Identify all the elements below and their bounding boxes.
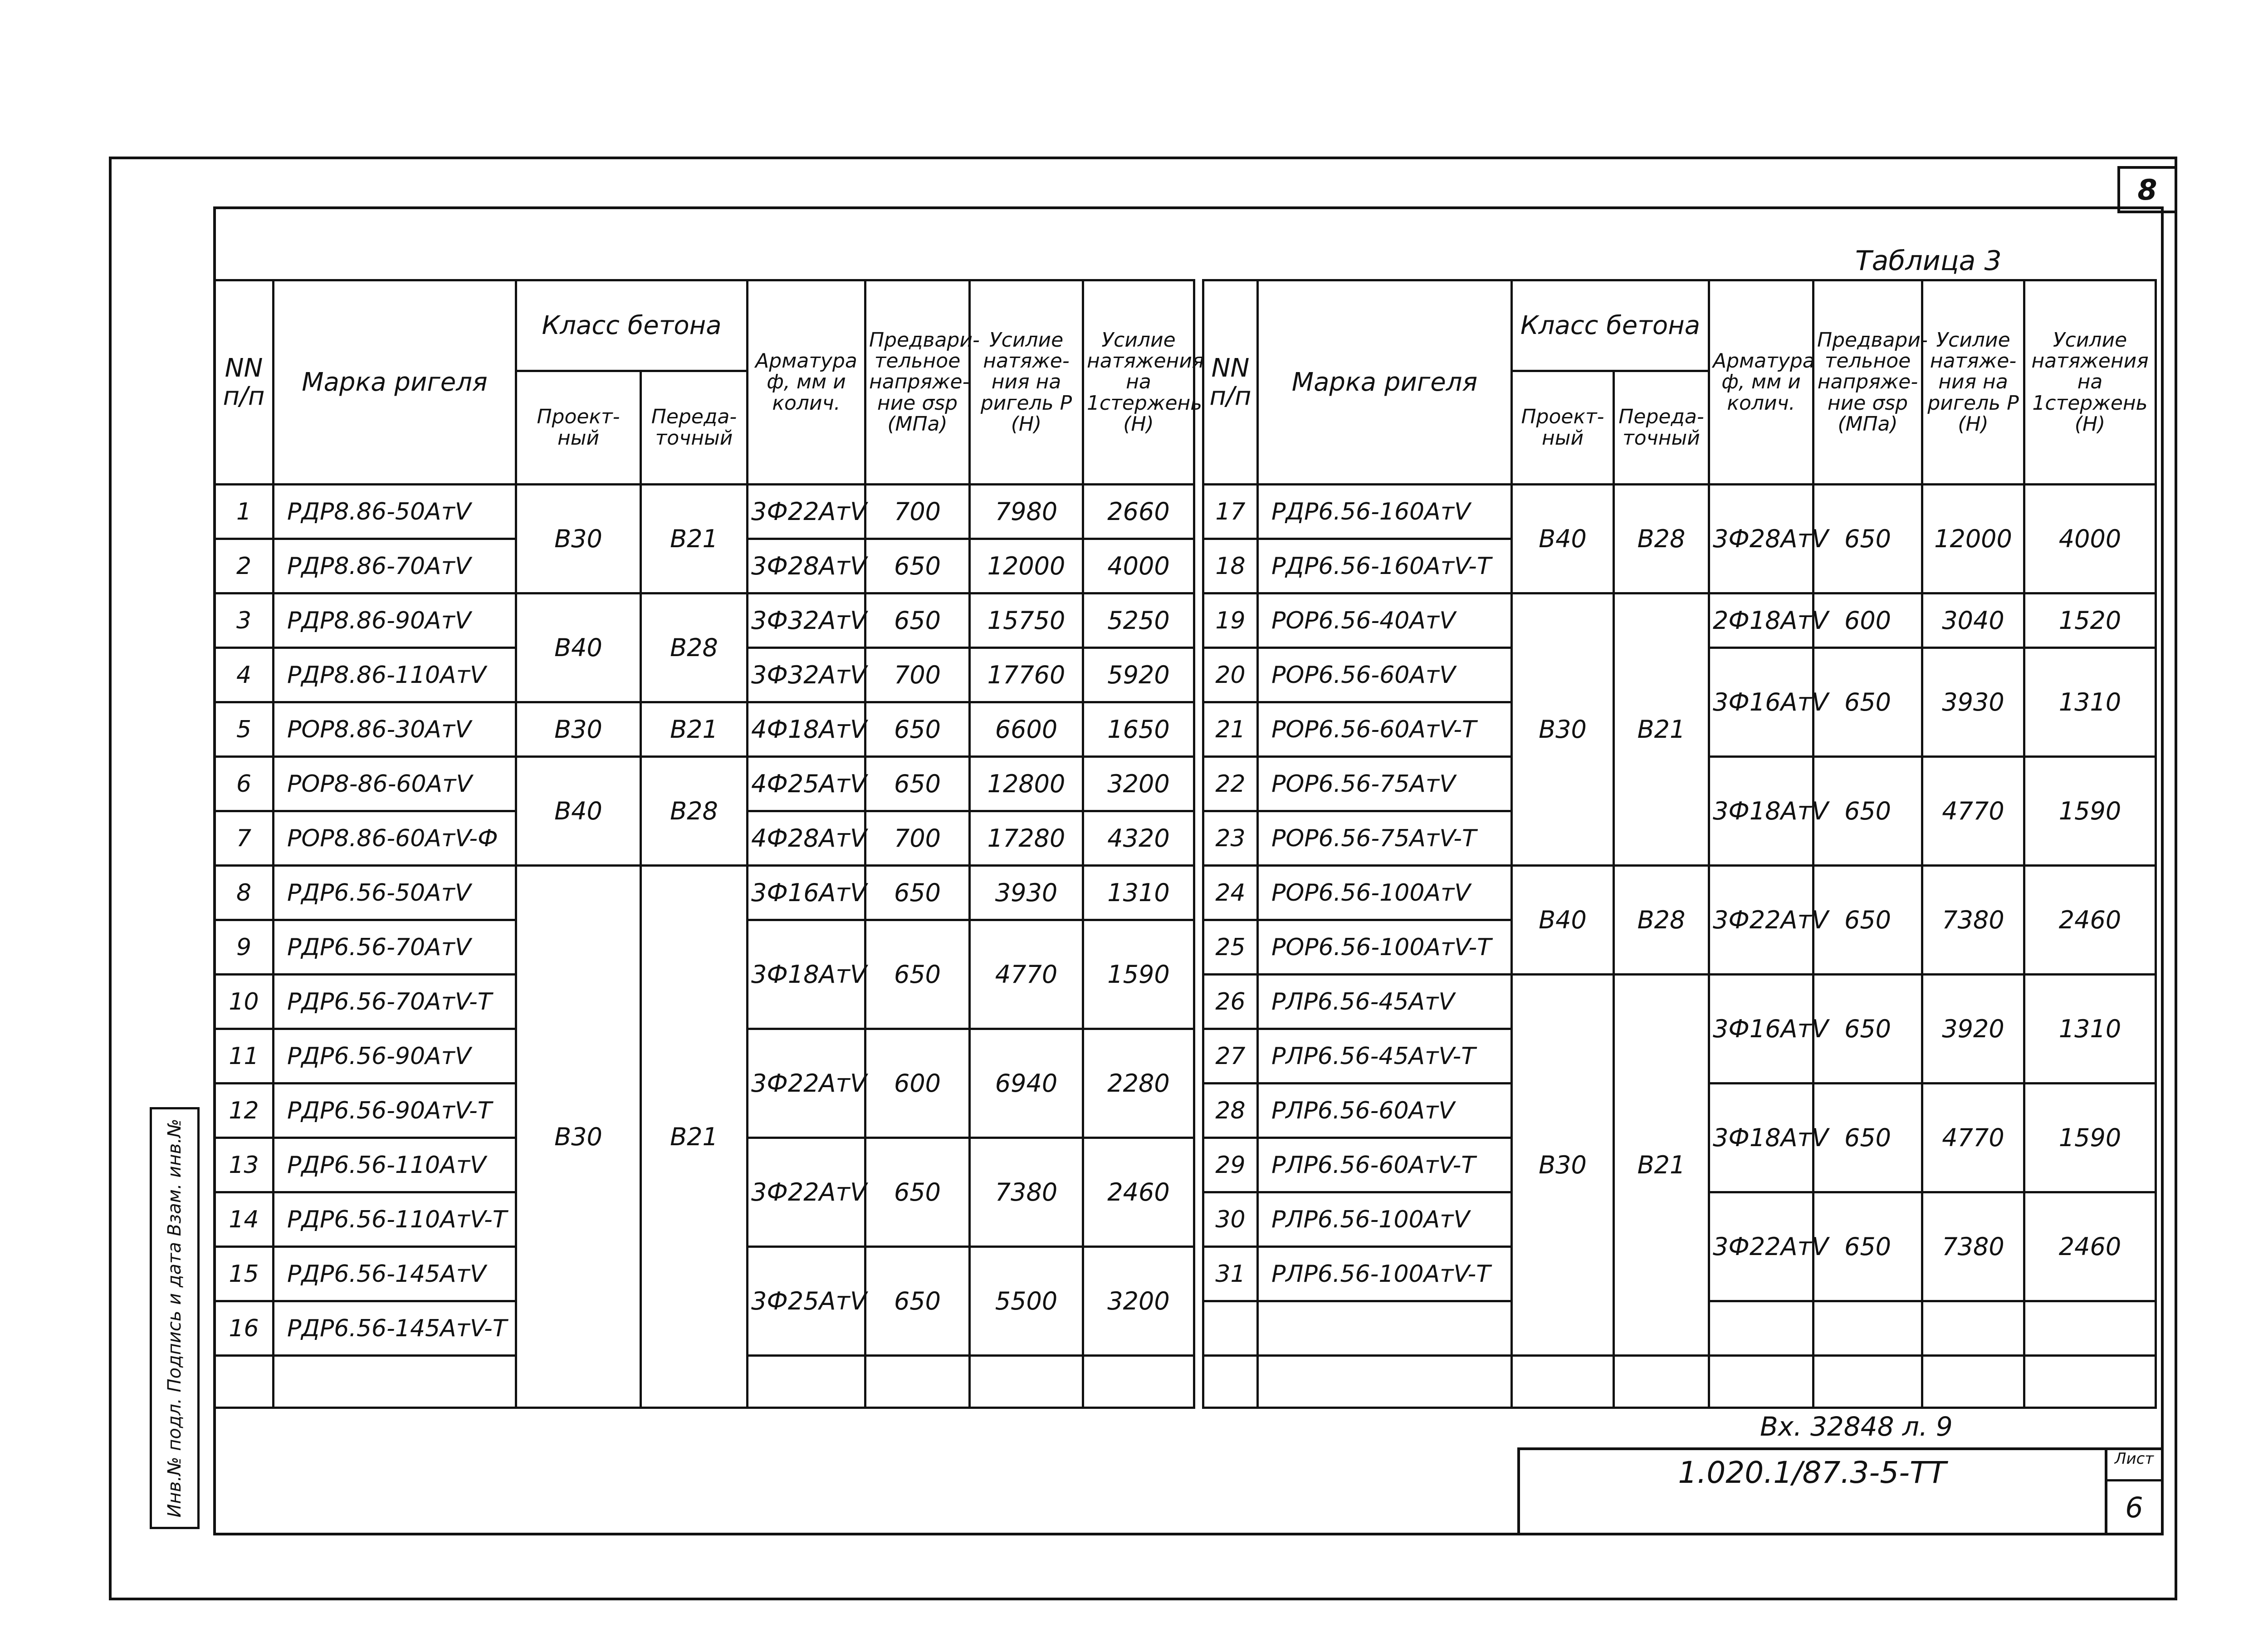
cell-bar: 2280 [1083, 1029, 1194, 1138]
cell-empty [215, 1356, 274, 1408]
cell-design: В30 [1512, 593, 1614, 866]
cell-mark: РДР8.86-90АтV [274, 593, 516, 648]
cell-bar: 1310 [1083, 866, 1194, 920]
cell-transfer: В21 [641, 702, 748, 757]
cell-reinf: 3Ф28АтV [748, 539, 865, 593]
cell-n: 1 [215, 485, 274, 539]
cell-bar: 1310 [2024, 975, 2156, 1084]
table-caption: Таблица 3 [1855, 245, 2002, 277]
cell-force: 4770 [1922, 757, 2024, 866]
top-page-number: 8 [2117, 166, 2177, 213]
cell-design: В30 [516, 485, 641, 593]
cell-reinf: 3Ф18АтV [1709, 1084, 1813, 1192]
cell-bar: 1650 [1083, 702, 1194, 757]
cell-force: 4770 [970, 920, 1083, 1029]
cell-transfer: В28 [641, 757, 748, 866]
cell-transfer: В21 [1614, 593, 1709, 866]
cell-force: 3040 [1922, 593, 2024, 648]
cell-mark: РЛР6.56-60АтV [1258, 1084, 1512, 1138]
header-prestress: Предвари-тельное напряже-ние σsp (МПа) [865, 280, 970, 485]
cell-empty [1512, 1356, 1614, 1408]
cell-mark: РОР6.56-60АтV-Т [1258, 702, 1512, 757]
cell-bar: 5920 [1083, 648, 1194, 702]
cell-empty [865, 1356, 970, 1408]
cell-empty [1203, 1301, 1258, 1356]
cell-transfer: В28 [1614, 485, 1709, 593]
cell-prestress: 650 [1813, 1084, 1922, 1192]
cell-prestress: 700 [865, 485, 970, 539]
cell-prestress: 650 [865, 702, 970, 757]
cell-prestress: 650 [865, 593, 970, 648]
table-right [1202, 279, 2155, 1398]
cell-bar: 2660 [1083, 485, 1194, 539]
cell-n: 22 [1203, 757, 1258, 811]
cell-force: 3930 [1922, 648, 2024, 757]
cell-reinf: 4Ф18АтV [748, 702, 865, 757]
cell-design: В40 [516, 593, 641, 702]
cell-mark: РОР6.56-75АтV [1258, 757, 1512, 811]
cell-n: 2 [215, 539, 274, 593]
cell-transfer: В21 [1614, 975, 1709, 1356]
document-code: 1.020.1/87.3-5-ТТ [1678, 1455, 1946, 1490]
header-concrete-class: Класс бетона [516, 280, 748, 371]
cell-mark: РДР6.56-110АтV-Т [274, 1192, 516, 1247]
cell-empty [1258, 1356, 1512, 1408]
cell-n: 8 [215, 866, 274, 920]
header-tension-force: Усилие натяже-ния на ригель P (Н) [1922, 280, 2024, 485]
cell-design: В30 [1512, 975, 1614, 1356]
cell-prestress: 650 [1813, 485, 1922, 593]
header-bar-force: Усилие натяжения на 1стержень (Н) [2024, 280, 2156, 485]
cell-n: 10 [215, 975, 274, 1029]
cell-mark: РДР8.86-70АтV [274, 539, 516, 593]
cell-mark: РДР6.56-50АтV [274, 866, 516, 920]
cell-prestress: 600 [865, 1029, 970, 1138]
cell-reinf: 3Ф18АтV [748, 920, 865, 1029]
cell-bar: 1590 [1083, 920, 1194, 1029]
cell-bar: 2460 [1083, 1138, 1194, 1247]
cell-force: 7380 [970, 1138, 1083, 1247]
cell-reinf: 3Ф32АтV [748, 648, 865, 702]
cell-force: 6940 [970, 1029, 1083, 1138]
cell-bar: 1310 [2024, 648, 2156, 757]
cell-bar: 4320 [1083, 811, 1194, 866]
cell-prestress: 650 [865, 757, 970, 811]
sheet-label: Лист [2107, 1450, 2161, 1481]
header-nn: NN п/п [215, 280, 274, 485]
cell-force: 15750 [970, 593, 1083, 648]
cell-mark: РДР6.56-160АтV-Т [1258, 539, 1512, 593]
cell-reinf: 3Ф32АтV [748, 593, 865, 648]
cell-prestress: 700 [865, 811, 970, 866]
cell-n: 21 [1203, 702, 1258, 757]
cell-transfer: В28 [1614, 866, 1709, 975]
cell-reinf: 3Ф22АтV [748, 485, 865, 539]
incoming-note: Вх. 32848 л. 9 [1760, 1411, 1953, 1442]
cell-n: 19 [1203, 593, 1258, 648]
cell-mark: РОР8-86-60АтV [274, 757, 516, 811]
cell-n: 20 [1203, 648, 1258, 702]
cell-empty [1922, 1356, 2024, 1408]
cell-design: В30 [516, 866, 641, 1408]
header-prestress: Предвари-тельное напряже-ние σsp (МПа) [1813, 280, 1922, 485]
cell-empty [970, 1356, 1083, 1408]
cell-force: 7380 [1922, 1192, 2024, 1301]
cell-design: В40 [516, 757, 641, 866]
cell-empty [1922, 1301, 2024, 1356]
cell-n: 5 [215, 702, 274, 757]
cell-reinf: 2Ф18АтV [1709, 593, 1813, 648]
cell-design: В40 [1512, 485, 1614, 593]
cell-mark: РОР6.56-100АтV [1258, 866, 1512, 920]
header-transfer: Переда-точный [1614, 371, 1709, 485]
cell-n: 18 [1203, 539, 1258, 593]
cell-transfer: В21 [641, 866, 748, 1408]
cell-empty [748, 1356, 865, 1408]
cell-reinf: 3Ф18АтV [1709, 757, 1813, 866]
cell-n: 23 [1203, 811, 1258, 866]
cell-bar: 4000 [2024, 485, 2156, 593]
header-mark: Марка ригеля [274, 280, 516, 485]
header-design: Проект-ный [516, 371, 641, 485]
cell-n: 24 [1203, 866, 1258, 920]
cell-reinf: 3Ф22АтV [1709, 1192, 1813, 1301]
cell-prestress: 650 [1813, 757, 1922, 866]
cell-force: 7380 [1922, 866, 2024, 975]
cell-bar: 2460 [2024, 866, 2156, 975]
cell-prestress: 650 [1813, 648, 1922, 757]
cell-mark: РОР6.56-100АтV-Т [1258, 920, 1512, 975]
header-nn: NN п/п [1203, 280, 1258, 485]
header-reinforcement: Арматура ф, мм и колич. [748, 280, 865, 485]
cell-empty [1083, 1356, 1194, 1408]
cell-reinf: 3Ф28АтV [1709, 485, 1813, 593]
cell-n: 25 [1203, 920, 1258, 975]
header-concrete-class: Класс бетона [1512, 280, 1709, 371]
cell-reinf: 4Ф28АтV [748, 811, 865, 866]
header-design: Проект-ный [1512, 371, 1614, 485]
cell-mark: РДР6.56-145АтV-Т [274, 1301, 516, 1356]
cell-mark: РОР6.56-40АтV [1258, 593, 1512, 648]
cell-n: 11 [215, 1029, 274, 1084]
cell-mark: РОР6.56-60АтV [1258, 648, 1512, 702]
cell-mark: РДР8.86-110АтV [274, 648, 516, 702]
cell-force: 3930 [970, 866, 1083, 920]
cell-bar: 3200 [1083, 1247, 1194, 1356]
cell-reinf: 3Ф16АтV [1709, 975, 1813, 1084]
cell-force: 6600 [970, 702, 1083, 757]
cell-empty [2024, 1301, 2156, 1356]
header-mark: Марка ригеля [1258, 280, 1512, 485]
cell-mark: РОР8.86-30АтV [274, 702, 516, 757]
cell-mark: РОР6.56-75АтV-Т [1258, 811, 1512, 866]
cell-mark: РДР6.56-70АтV [274, 920, 516, 975]
cell-empty [1614, 1356, 1709, 1408]
cell-mark: РЛР6.56-45АтV [1258, 975, 1512, 1029]
cell-reinf: 3Ф16АтV [748, 866, 865, 920]
cell-prestress: 650 [1813, 975, 1922, 1084]
cell-n: 27 [1203, 1029, 1258, 1084]
cell-bar: 3200 [1083, 757, 1194, 811]
cell-prestress: 650 [865, 1138, 970, 1247]
cell-transfer: В21 [641, 485, 748, 593]
cell-bar: 4000 [1083, 539, 1194, 593]
cell-design: В40 [1512, 866, 1614, 975]
cell-n: 17 [1203, 485, 1258, 539]
cell-force: 12800 [970, 757, 1083, 811]
cell-n: 16 [215, 1301, 274, 1356]
cell-n: 7 [215, 811, 274, 866]
header-bar-force: Усилие натяжения на 1стержень (Н) [1083, 280, 1194, 485]
cell-force: 4770 [1922, 1084, 2024, 1192]
cell-prestress: 650 [1813, 866, 1922, 975]
cell-mark: РДР6.56-110АтV [274, 1138, 516, 1192]
cell-empty [274, 1356, 516, 1408]
cell-force: 12000 [1922, 485, 2024, 593]
cell-empty [1813, 1301, 1922, 1356]
cell-n: 6 [215, 757, 274, 811]
header-tension-force: Усилие натяже-ния на ригель P (Н) [970, 280, 1083, 485]
cell-force: 5500 [970, 1247, 1083, 1356]
cell-prestress: 700 [865, 648, 970, 702]
cell-force: 3920 [1922, 975, 2024, 1084]
cell-n: 26 [1203, 975, 1258, 1029]
cell-empty [1258, 1301, 1512, 1356]
table-left [213, 279, 1204, 1398]
cell-mark: РОР8.86-60АтV-Ф [274, 811, 516, 866]
cell-empty [1709, 1301, 1813, 1356]
cell-transfer: В28 [641, 593, 748, 702]
cell-design: В30 [516, 702, 641, 757]
cell-bar: 1520 [2024, 593, 2156, 648]
cell-n: 15 [215, 1247, 274, 1301]
cell-prestress: 650 [1813, 1192, 1922, 1301]
cell-mark: РДР8.86-50АтV [274, 485, 516, 539]
cell-n: 28 [1203, 1084, 1258, 1138]
cell-empty [1813, 1356, 1922, 1408]
cell-mark: РЛР6.56-45АтV-Т [1258, 1029, 1512, 1084]
cell-empty [1203, 1356, 1258, 1408]
cell-reinf: 3Ф25АтV [748, 1247, 865, 1356]
cell-force: 17280 [970, 811, 1083, 866]
cell-n: 30 [1203, 1192, 1258, 1247]
cell-mark: РДР6.56-70АтV-Т [274, 975, 516, 1029]
cell-reinf: 3Ф22АтV [748, 1029, 865, 1138]
cell-bar: 1590 [2024, 757, 2156, 866]
cell-reinf: 3Ф22АтV [1709, 866, 1813, 975]
margin-stamp-text: Инв.№ подл. Подпись и дата Взам. инв.№ [164, 1118, 185, 1518]
cell-n: 3 [215, 593, 274, 648]
cell-prestress: 650 [865, 539, 970, 593]
cell-bar: 2460 [2024, 1192, 2156, 1301]
header-reinforcement: Арматура ф, мм и колич. [1709, 280, 1813, 485]
cell-mark: РЛР6.56-60АтV-Т [1258, 1138, 1512, 1192]
cell-empty [2024, 1356, 2156, 1408]
cell-n: 13 [215, 1138, 274, 1192]
cell-prestress: 650 [865, 920, 970, 1029]
header-transfer: Переда-точный [641, 371, 748, 485]
cell-n: 9 [215, 920, 274, 975]
cell-n: 31 [1203, 1247, 1258, 1301]
cell-bar: 5250 [1083, 593, 1194, 648]
cell-reinf: 3Ф16АтV [1709, 648, 1813, 757]
sheet-number: 6 [2125, 1491, 2143, 1524]
cell-mark: РЛР6.56-100АтV [1258, 1192, 1512, 1247]
cell-n: 4 [215, 648, 274, 702]
cell-bar: 1590 [2024, 1084, 2156, 1192]
cell-mark: РДР6.56-160АтV [1258, 485, 1512, 539]
cell-n: 12 [215, 1084, 274, 1138]
cell-mark: РДР6.56-145АтV [274, 1247, 516, 1301]
cell-force: 12000 [970, 539, 1083, 593]
cell-mark: РДР6.56-90АтV-Т [274, 1084, 516, 1138]
cell-mark: РЛР6.56-100АтV-Т [1258, 1247, 1512, 1301]
cell-prestress: 650 [865, 866, 970, 920]
cell-empty [1709, 1356, 1813, 1408]
cell-n: 14 [215, 1192, 274, 1247]
cell-reinf: 3Ф22АтV [748, 1138, 865, 1247]
cell-n: 29 [1203, 1138, 1258, 1192]
cell-reinf: 4Ф25АтV [748, 757, 865, 811]
cell-force: 7980 [970, 485, 1083, 539]
cell-force: 17760 [970, 648, 1083, 702]
margin-stamp [150, 1107, 200, 1529]
cell-prestress: 650 [865, 1247, 970, 1356]
cell-prestress: 600 [1813, 593, 1922, 648]
cell-mark: РДР6.56-90АтV [274, 1029, 516, 1084]
